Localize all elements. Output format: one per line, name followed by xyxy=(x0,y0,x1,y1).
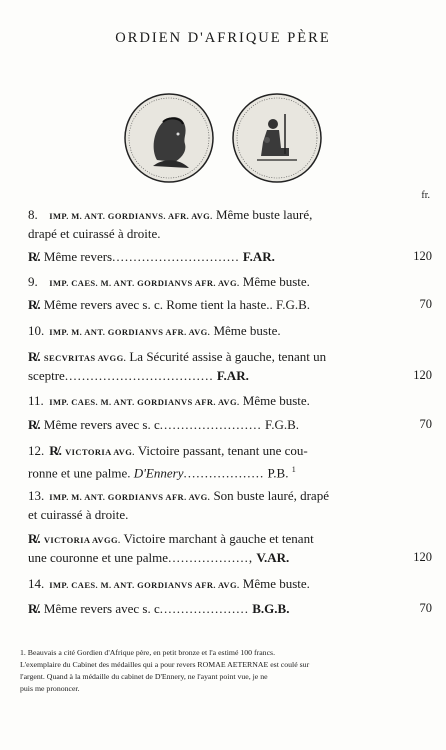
legend: IMP. CAES. M. ANT. GORDIANVS AFR. AVG. xyxy=(49,278,240,288)
leader-dots: ................................... xyxy=(64,368,214,383)
reverse-coin-image xyxy=(231,92,323,184)
footnote-line: puis me prononcer. xyxy=(20,684,80,693)
reverse-symbol: R̸. xyxy=(28,249,41,264)
grade: F.AR. xyxy=(216,368,249,383)
legend: IMP. M. ANT. GORDIANVS. AFR. AVG. xyxy=(49,211,213,221)
entry-number: 11. xyxy=(28,393,44,408)
description-continued: et cuirassé à droite. xyxy=(28,507,129,522)
description: Même buste. xyxy=(242,393,310,408)
catalog-entry-14 xyxy=(28,575,406,594)
description-continued: sceptre xyxy=(28,368,65,383)
description: Même revers avec s. c. Rome tient la haste.. xyxy=(43,297,273,312)
description: Même buste. xyxy=(242,274,310,289)
price: 70 xyxy=(419,417,432,431)
reverse-entry-9 xyxy=(28,296,432,313)
description-continued: ronne et une palme. xyxy=(28,465,131,481)
grade: B.G.B. xyxy=(252,601,290,616)
footnote-line: L'exemplaire du Cabinet des médailles qui a pour revers ROMAE AETERNAE est coulé sur xyxy=(20,660,310,669)
description-continued: drapé et cuirassé à droite. xyxy=(28,226,161,241)
description: Même revers avec s. c xyxy=(43,417,160,432)
reverse-entry-14 xyxy=(28,600,432,617)
price: 120 xyxy=(413,368,432,382)
catalog-entry-10 xyxy=(28,322,406,341)
leader-dots: ........................ xyxy=(159,417,262,432)
reverse-symbol: R̸. xyxy=(28,531,41,546)
grade: P.B. xyxy=(267,465,289,481)
leader-dots: ..................... xyxy=(159,601,249,616)
entry-number: 13. xyxy=(28,488,45,503)
obverse-coin-image xyxy=(123,92,215,184)
reverse-symbol: R̸. xyxy=(49,443,62,458)
description: Victoire passant, tenant une cou- xyxy=(137,443,308,458)
entry-number: 14. xyxy=(28,576,45,591)
description: Même revers xyxy=(43,249,113,264)
description-continued: une couronne et une palme xyxy=(28,550,169,565)
catalog-entry-13 xyxy=(28,487,406,523)
entry-number: 10. xyxy=(28,323,45,338)
legend: IMP. CAES. M. ANT. GORDIANVS AFR. AVG. xyxy=(49,397,240,407)
entry-number: 8. xyxy=(28,207,38,222)
footnote-line: l'argent. Quand à la médaille du cabinet de D'Ennery, ne l'ayant point vue, je ne xyxy=(20,672,268,681)
page-header: ORDIEN D'AFRIQUE PÈRE xyxy=(115,30,331,46)
reverse-symbol: R̸. xyxy=(28,601,41,616)
legend: SECVRITAS AVGG. xyxy=(43,353,127,363)
reverse-entry-8 xyxy=(28,248,432,265)
description: Même buste lauré, xyxy=(215,207,313,222)
description: Même buste. xyxy=(213,323,281,338)
catalog-entry-12 xyxy=(28,442,406,481)
catalog-entry-11 xyxy=(28,392,406,411)
price: 70 xyxy=(419,297,432,311)
legend: IMP. M. ANT. GORDIANVS AFR. AVG. xyxy=(49,492,211,502)
description: Victoire marchant à gauche et tenant xyxy=(123,531,314,546)
currency-unit: fr. xyxy=(421,190,430,201)
catalog-entry-8 xyxy=(28,206,406,242)
legend: IMP. CAES. M. ANT. GORDIANVS AFR. AVG. xyxy=(49,580,240,590)
entry-number: 9. xyxy=(28,274,38,289)
reverse-symbol: R̸. xyxy=(28,349,41,364)
grade: V.AR. xyxy=(256,550,290,565)
grade: F.G.B. xyxy=(276,297,310,312)
reverse-symbol: R̸. xyxy=(28,417,41,432)
coin-illustrations xyxy=(0,92,446,184)
description: Son buste lauré, drapé xyxy=(213,488,329,503)
catalog-entry-9 xyxy=(28,273,406,292)
grade: F.AR. xyxy=(242,249,275,264)
source-reference: D'Ennery xyxy=(133,465,184,481)
footnote-line: 1. Beauvais a cité Gordien d'Afrique père, en petit bronze et l'a estimé 100 francs. xyxy=(20,648,276,657)
description: Même revers avec s. c xyxy=(43,601,160,616)
legend: IMP. M. ANT. GORDIANVS AFR. AVG. xyxy=(49,327,211,337)
footnote xyxy=(20,647,426,695)
price: 70 xyxy=(419,601,432,615)
reverse-entry-10 xyxy=(28,348,432,384)
legend: VICTORIA AVGG. xyxy=(43,535,121,545)
legend: VICTORIA AVG. xyxy=(65,447,135,457)
entry-number: 12. xyxy=(28,443,45,458)
description: La Sécurité assise à gauche, tenant un xyxy=(129,349,327,364)
price: 120 xyxy=(413,249,432,263)
leader-dots: .............................. xyxy=(112,249,240,264)
reverse-entry-11 xyxy=(28,416,432,433)
leader-dots: ................... xyxy=(183,465,265,481)
description: Même buste. xyxy=(242,576,310,591)
reverse-entry-13 xyxy=(28,530,432,566)
grade: F.G.B. xyxy=(265,417,299,432)
footnote-marker: 1 xyxy=(291,465,296,474)
price: 120 xyxy=(413,550,432,564)
leader-dots: ..................., xyxy=(168,550,254,565)
reverse-symbol: R̸. xyxy=(28,297,41,312)
